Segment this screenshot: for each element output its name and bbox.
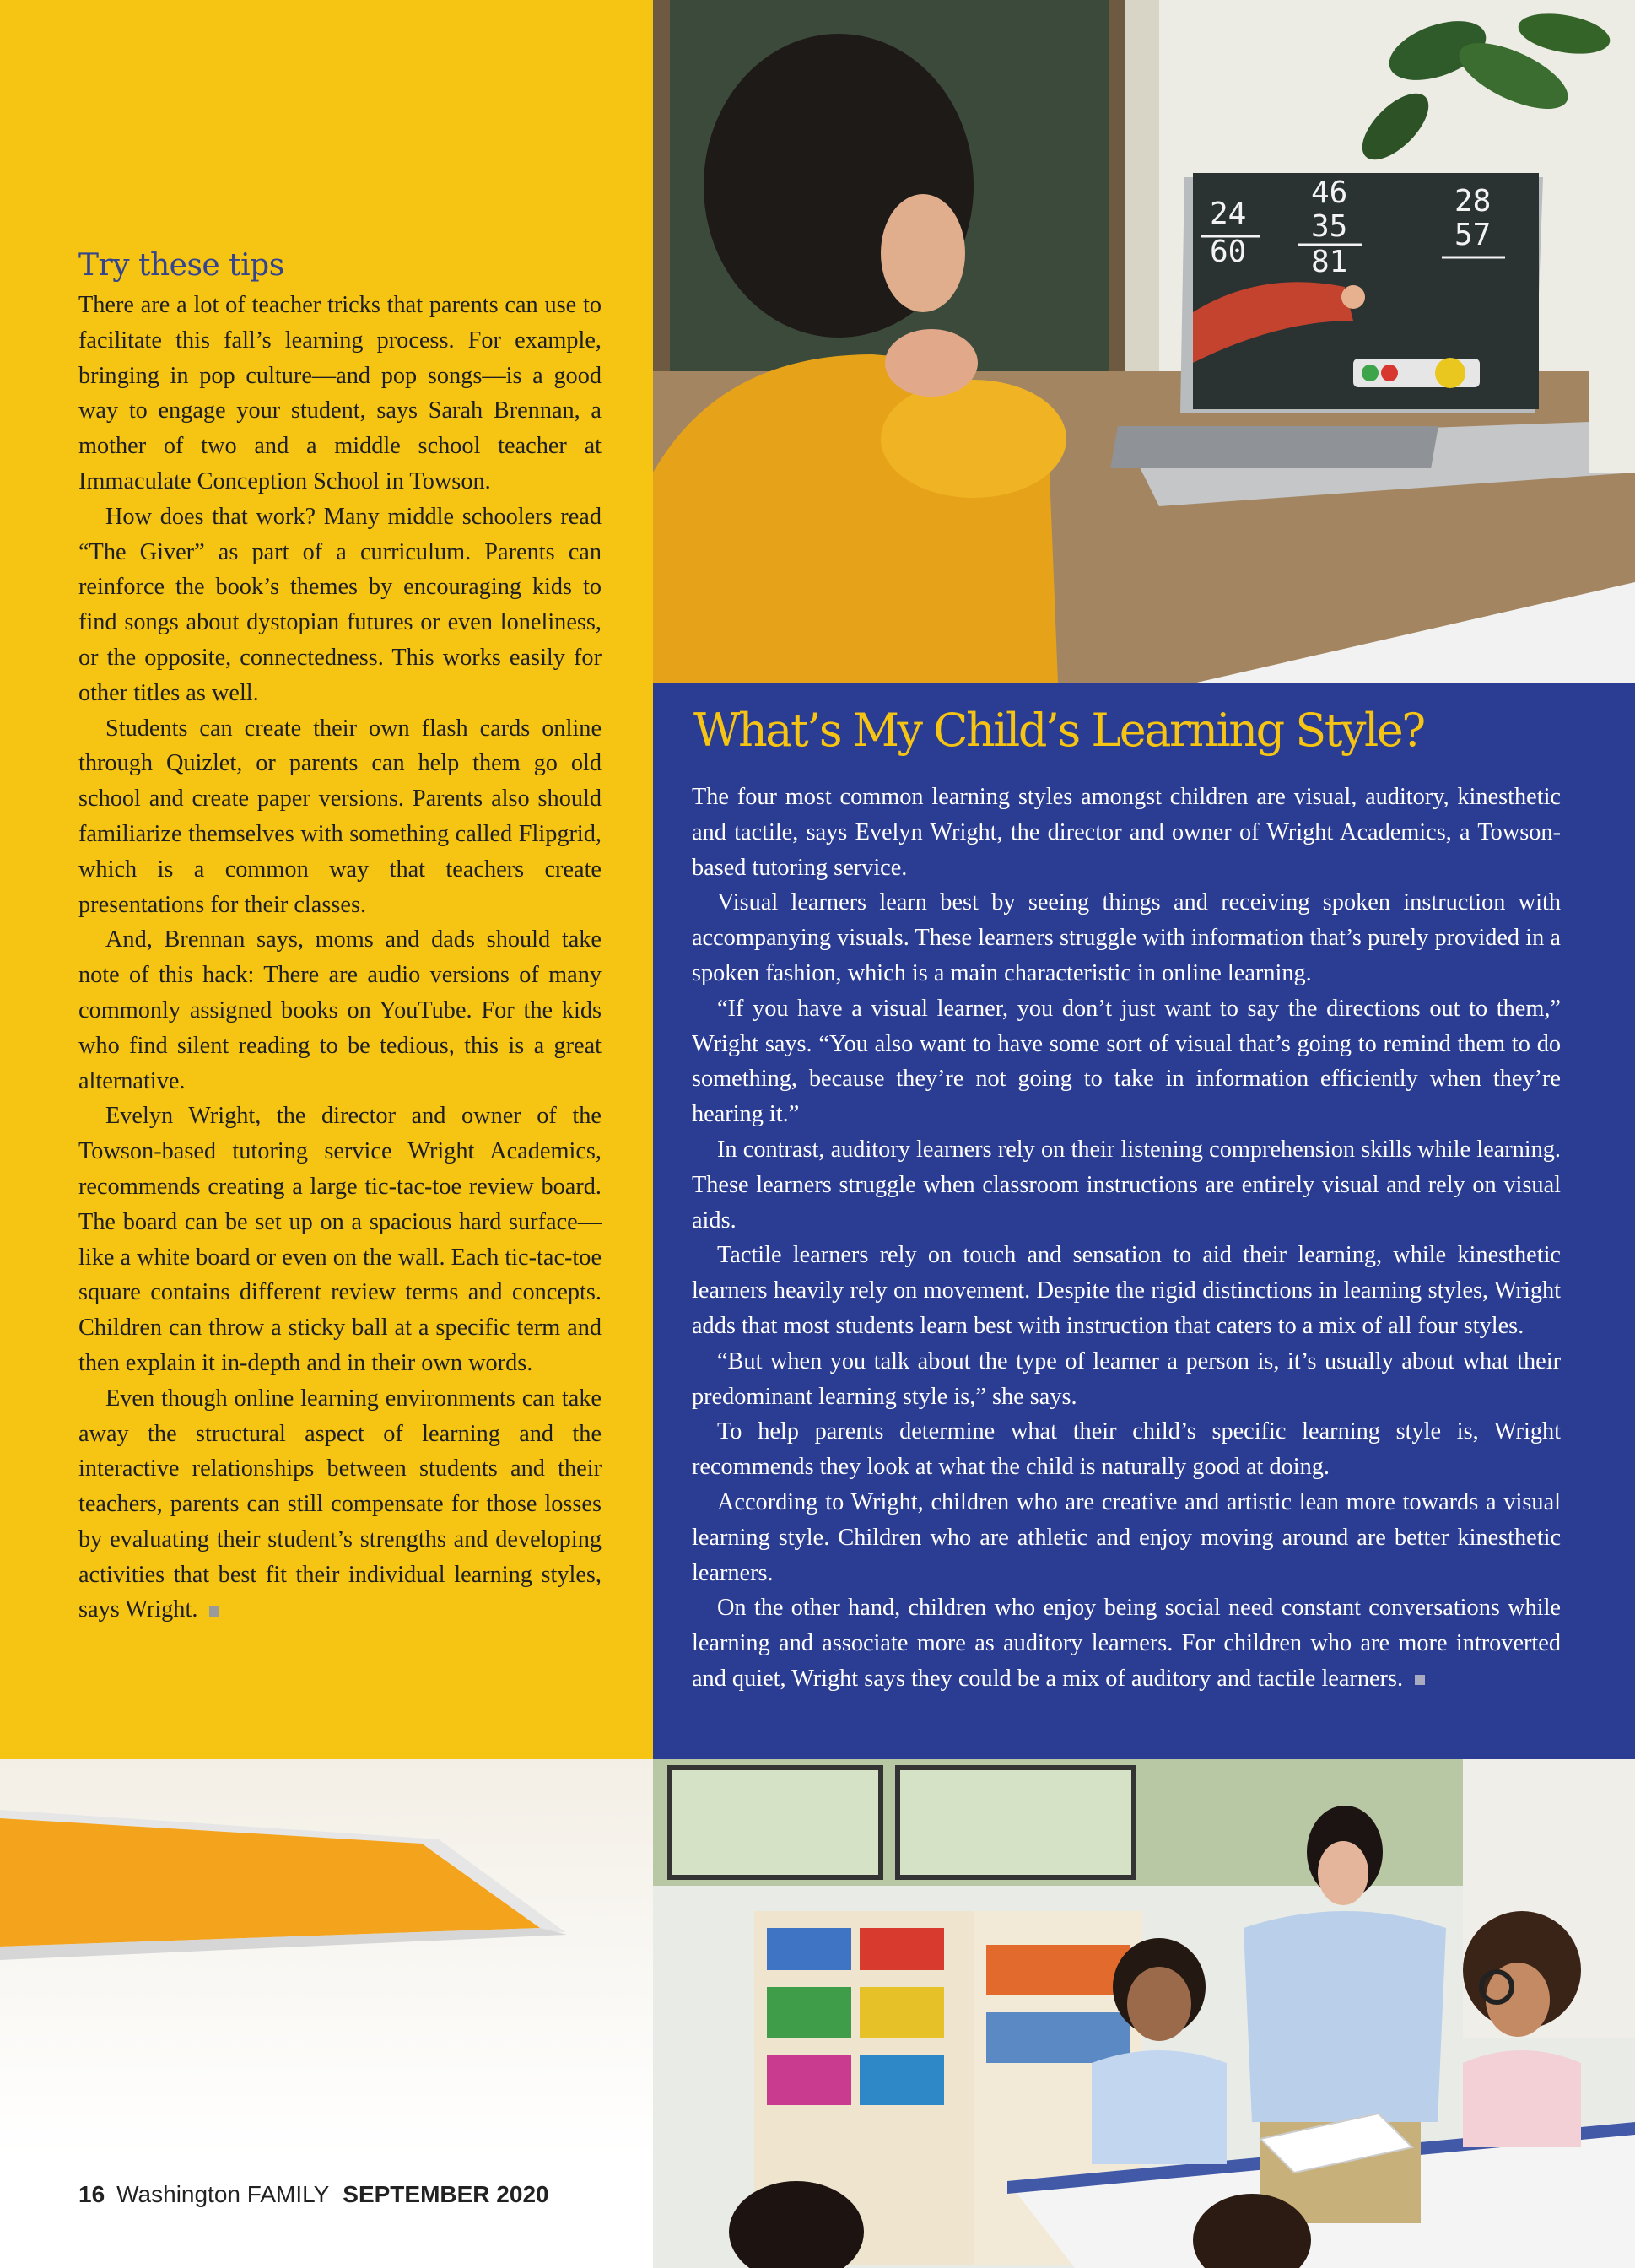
math-28: 28 (1454, 184, 1492, 219)
sidebar-paragraph: Visual learners learn best by seeing things and receiving spoken instruction with accompanying visuals. These learners struggle with information that’s purely provided in a spoken fashion, which is a main characteristic in online learning. (692, 889, 1561, 986)
math-60: 60 (1210, 235, 1247, 269)
sidebar-paragraph: To help parents determine what their child’s specific learning style is, Wright recommends they look at what the child is naturally good at doing. (692, 1418, 1561, 1481)
tips-paragraph: Students can create their own flash cards online through Quizlet, or parents can help them go old school and create paper versions. Parents also should familiarize themselves with something called Flipgrid, which is a common way that teachers create presentations for their classes. (78, 715, 602, 918)
page-footer (78, 2181, 549, 2208)
photo-classroom (653, 1759, 1635, 2268)
math-24: 24 (1210, 197, 1247, 231)
sidebar-paragraph: “If you have a visual learner, you don’t just want to say the directions out to them,” Wright says. “You also want to have some sort of visual that’s going to remind them to do something, because they’re not going to take in information efficiently when they’re hearing it.” (692, 995, 1561, 1128)
end-of-article-mark (209, 1606, 219, 1617)
sidebar-paragraph: According to Wright, children who are creative and artistic lean more towards a visual learning style. Children who are athletic and enjoy moving around are better kinesthetic learners. (692, 1488, 1561, 1586)
magazine-name: Washington FAMILY (116, 2181, 330, 2207)
boy-laptop-illustration (653, 0, 1635, 683)
tips-paragraph-last (78, 1381, 602, 1628)
photo-tablet (0, 1759, 653, 2156)
page-number: 16 (78, 2181, 105, 2207)
learning-style-sidebar (653, 683, 1635, 1759)
sidebar-paragraph-text: On the other hand, children who enjoy being social need constant conversations while learning and associate more as auditory learners. For children who are more introverted and quiet, Wright says they could be a mix of auditory and tactile learners. (692, 1595, 1561, 1692)
math-35: 35 (1311, 209, 1348, 244)
tips-heading: Try these tips (78, 248, 284, 283)
sidebar-paragraph-last (692, 1590, 1561, 1696)
math-57: 57 (1454, 218, 1492, 252)
math-46: 46 (1311, 176, 1348, 210)
end-of-sidebar-mark (1415, 1675, 1425, 1685)
tips-column (0, 0, 653, 1759)
tablet-illustration (0, 1759, 653, 2156)
sidebar-body (692, 780, 1561, 1697)
tips-paragraph: How does that work? Many middle schoolers read “The Giver” as part of a curriculum. Parents can reinforce the book’s themes by encouraging kids to find songs about dystopian futures or even loneliness, or the opposite, connectedness. This works easily for other titles as well. (78, 503, 602, 706)
sidebar-paragraph: The four most common learning styles amongst children are visual, auditory, kinesthetic and tactile, says Evelyn Wright, the director and owner of Wright Academics, a Towson-based tutoring service. (692, 784, 1561, 881)
classroom-illustration (653, 1759, 1635, 2268)
tips-paragraph: And, Brennan says, moms and dads should take note of this hack: There are audio versions of many commonly assigned books on YouTube. For the kids who find silent reading to be tedious, this is a great alternative. (78, 926, 602, 1094)
tips-paragraph: Evelyn Wright, the director and owner of the Towson-based tutoring service Wright Academics, recommends creating a large tic-tac-toe review board. The board can be set up on a spacious hard surface—like a white board or even on the wall. Each tic-tac-toe square contains different review terms and concepts. Children can throw a sticky ball at a specific term and then explain it in-depth and in their own words. (78, 1103, 602, 1376)
sidebar-paragraph: “But when you talk about the type of learner a person is, it’s usually about what their predominant learning style is,” she says. (692, 1347, 1561, 1410)
sidebar-paragraph: Tactile learners rely on touch and sensation to aid their learning, while kinesthetic learners heavily rely on movement. Despite the rigid distinctions in learning styles, Wright adds that most students learn best with instruction that caters to a mix of all four styles. (692, 1242, 1561, 1339)
tips-paragraph: There are a lot of teacher tricks that parents can use to facilitate this fall’s learning process. For example, bringing in pop culture—and pop songs—is a good way to engage your student, says Sarah Brennan, a mother of two and a middle school teacher at Immaculate Conception School in Towson. (78, 292, 602, 494)
tips-paragraph-text: Even though online learning environments can take away the structural aspect of learning and the interactive relationships between students and their teachers, parents can still compensate for those losses by evaluating their student’s strengths and developing activities that best fit their individual learning styles, says Wright. (78, 1385, 602, 1623)
issue-date: SEPTEMBER 2020 (343, 2181, 549, 2207)
photo-boy-at-laptop (653, 0, 1635, 683)
math-81: 81 (1311, 245, 1348, 279)
tips-article (78, 248, 602, 1628)
sidebar-paragraph: In contrast, auditory learners rely on their listening comprehension skills while learning. These learners struggle when classroom instructions are entirely visual and rely on visual aids. (692, 1136, 1561, 1234)
sidebar-heading: What’s My Child’s Learning Style? (693, 704, 1424, 757)
